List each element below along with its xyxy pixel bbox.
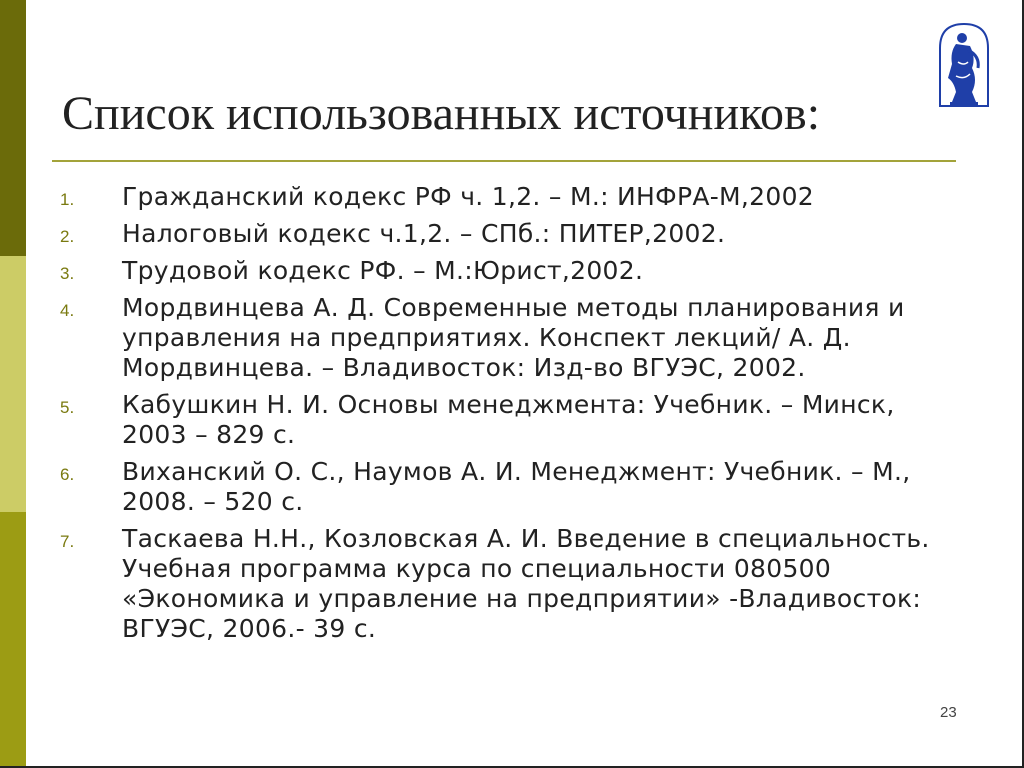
source-list-text: Гражданский кодекс РФ ч. 1,2. – М.: ИНФРА-М,2002 — [122, 182, 814, 211]
source-list-text: Налоговый кодекс ч.1,2. – СПб.: ПИТЕР,2002. — [122, 219, 726, 248]
left-accent-bar-top — [0, 0, 26, 256]
source-list-text: Мордвинцева А. Д. Современные методы планирования и управления на предприятиях. Конспект лекций/ А. Д. Мордвинцева. – Владивосток: Изд-во ВГУЭС, 2002. — [122, 293, 905, 382]
source-list-item — [60, 457, 960, 517]
source-list-number: 5. — [60, 398, 75, 417]
left-accent-bar-bottom — [0, 512, 26, 768]
source-list-item — [60, 390, 960, 450]
monument-logo-icon — [938, 22, 990, 108]
source-list-number: 3. — [60, 264, 75, 283]
title-underline-rule — [52, 160, 956, 162]
source-list-item — [60, 182, 960, 212]
source-list-text: Кабушкин Н. И. Основы менеджмента: Учебник. – Минск, 2003 – 829 с. — [122, 390, 895, 449]
sources-list — [60, 182, 960, 651]
source-list-text: Трудовой кодекс РФ. – М.:Юрист,2002. — [122, 256, 644, 285]
source-list-text: Виханский О. С., Наумов А. И. Менеджмент: Учебник. – М., 2008. – 520 с. — [122, 457, 911, 516]
left-accent-bar-middle — [0, 256, 26, 512]
source-list-item — [60, 219, 960, 249]
source-list-item — [60, 524, 960, 644]
source-list-number: 7. — [60, 532, 75, 551]
source-list-number: 6. — [60, 465, 75, 484]
source-list-text: Таскаева Н.Н., Козловская А. И. Введение в специальность. Учебная программа курса по специальности 080500 «Экономика и управление на предприятии» -Владивосток: ВГУЭС, 2006.- 39 с. — [122, 524, 930, 643]
source-list-item — [60, 293, 960, 383]
source-list-number: 1. — [60, 190, 75, 209]
page-number: 23 — [940, 704, 957, 721]
source-list-number: 4. — [60, 301, 75, 320]
slide-title: Список использованных источников: — [62, 87, 821, 140]
source-list-item — [60, 256, 960, 286]
source-list-number: 2. — [60, 227, 75, 246]
